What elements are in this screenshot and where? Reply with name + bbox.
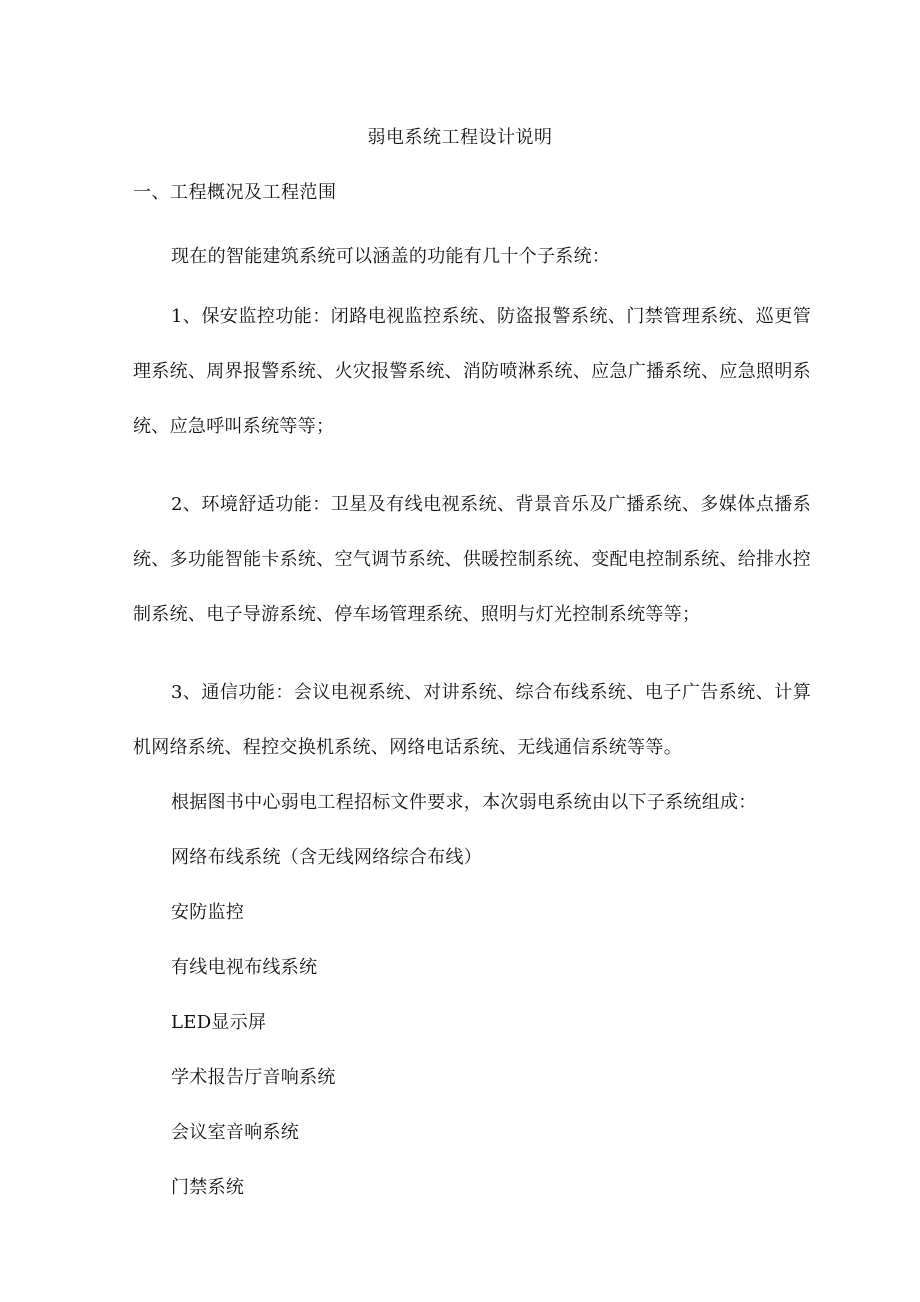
document-title: 弱电系统工程设计说明 <box>367 127 553 148</box>
section-heading: 一、工程概况及工程范围 <box>133 182 337 203</box>
subsystem-list <box>133 830 811 1215</box>
list-item: LED显示屏 <box>171 1012 267 1033</box>
document-body <box>133 229 811 1215</box>
intro-paragraph: 现在的智能建筑系统可以涵盖的功能有几十个子系统： <box>171 246 611 267</box>
list-item: 有线电视布线系统 <box>171 957 318 978</box>
list-item: 会议室音响系统 <box>171 1122 300 1143</box>
list-item: 网络布线系统（含无线网络综合布线） <box>171 847 483 868</box>
list-item: 安防监控 <box>171 902 245 923</box>
function-paragraph-security: 1、保安监控功能：闭路电视监控系统、防盗报警系统、门禁管理系统、巡更管理系统、周界报警系统、火灾报警系统、消防喷淋系统、应急广播系统、应急照明系统、应急呼叫系统等等； <box>133 306 811 437</box>
function-paragraph-communication: 3、通信功能：会议电视系统、对讲系统、综合布线系统、电子广告系统、计算机网络系统、程控交换机系统、网络电话系统、无线通信系统等等。 <box>133 682 811 758</box>
function-paragraph-environment: 2、环境舒适功能：卫星及有线电视系统、背景音乐及广播系统、多媒体点播系统、多功能智能卡系统、空气调节系统、供暖控制系统、变配电控制系统、给排水控制系统、电子导游系统、停车场管理系统、照明与灯光控制系统等等； <box>133 494 811 625</box>
list-item: 门禁系统 <box>171 1177 245 1198</box>
list-item: 学术报告厅音响系统 <box>171 1067 336 1088</box>
subsystems-intro-paragraph: 根据图书中心弱电工程招标文件要求，本次弱电系统由以下子系统组成： <box>171 792 757 813</box>
